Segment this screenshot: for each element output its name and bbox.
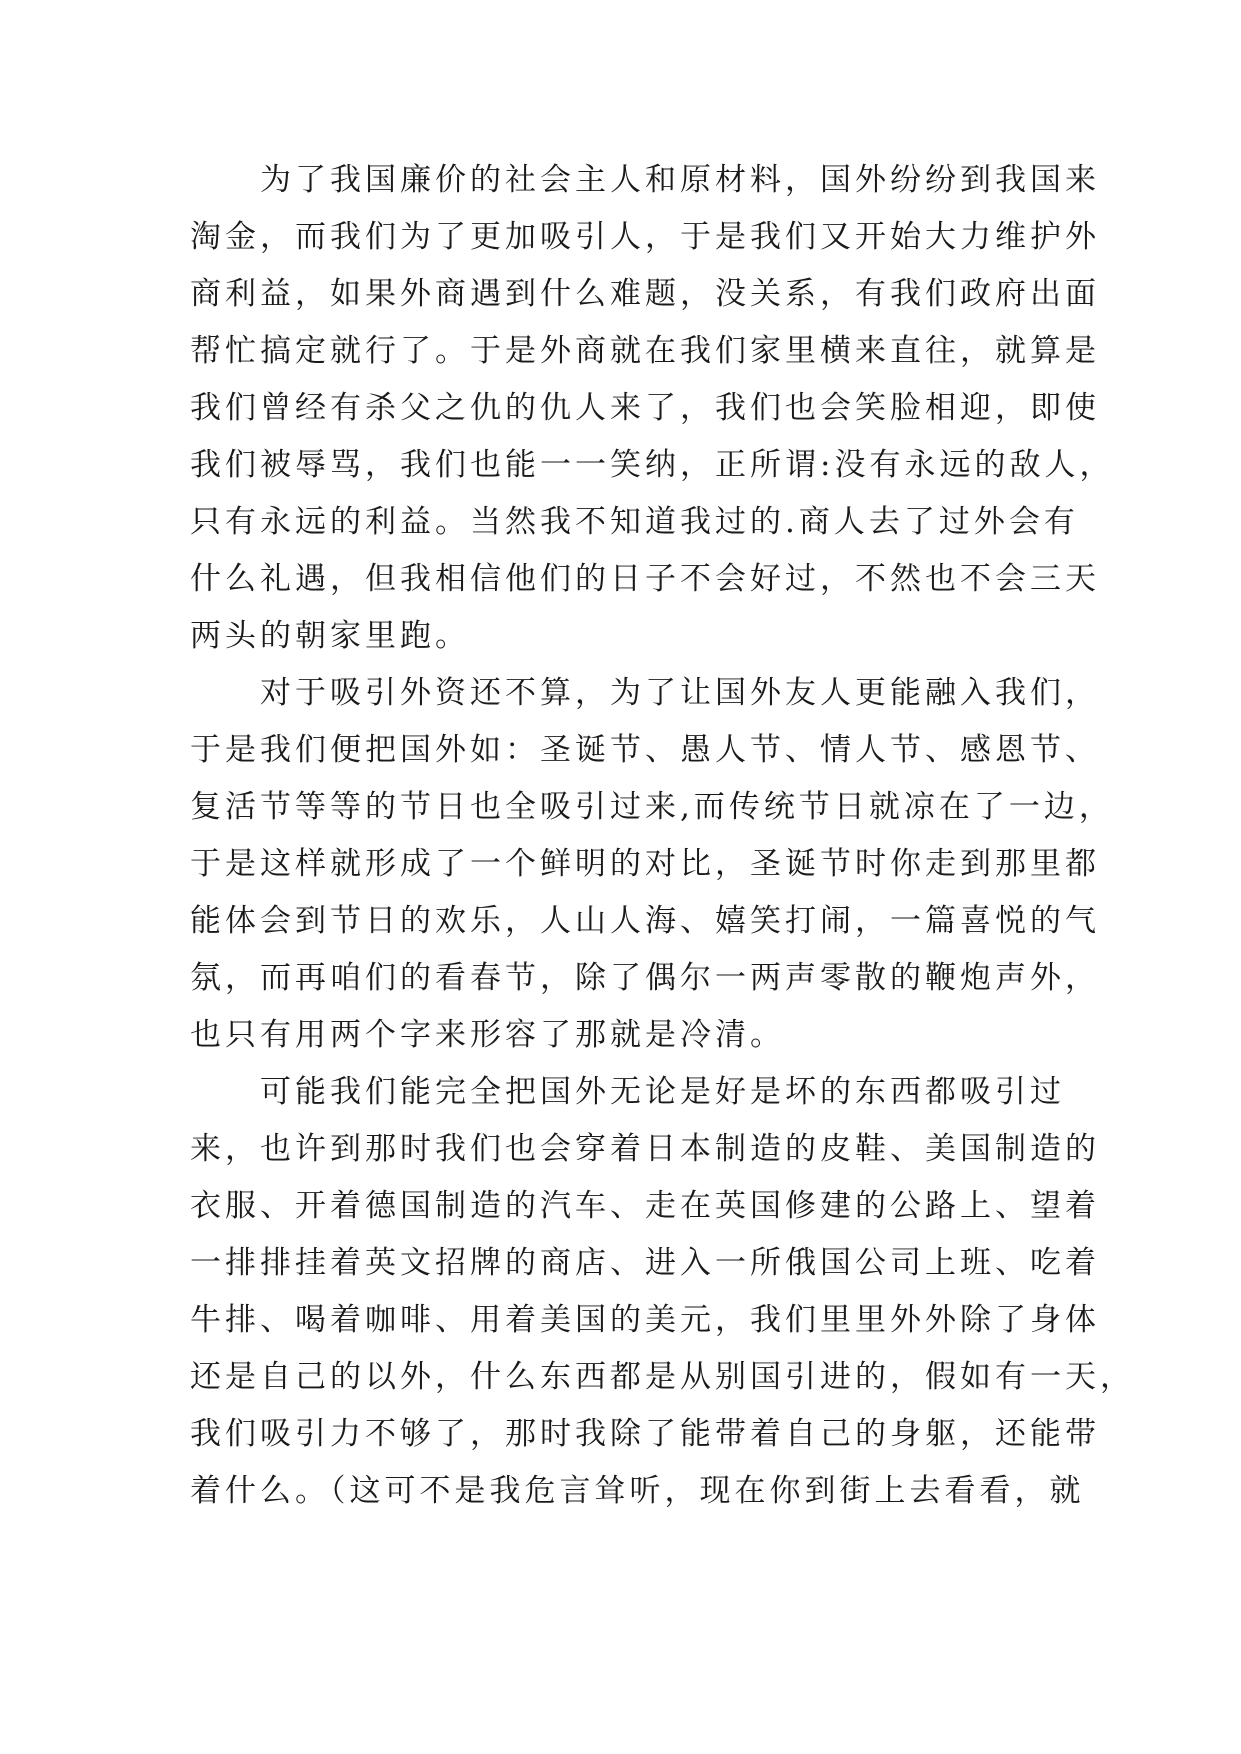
paragraph-1-line-8: 什么礼遇，但我相信他们的日子不会好过，不然也不会三天 (190, 561, 1100, 597)
paragraph-3-line-3: 衣服、开着德国制造的汽车、走在英国修建的公路上、望着 (190, 1188, 1100, 1224)
paragraph-1-line-6: 我们被辱骂，我们也能一一笑纳，正所谓:没有永远的敌人， (190, 447, 1115, 483)
paragraph-1-line-9: 两头的朝家里跑。 (190, 618, 470, 654)
paragraph-3-line-8: 着什么。（这可不是我危言耸听，现在你到街上去看看，就 (190, 1473, 1085, 1509)
paragraph-2-line-7: 也只有用两个字来形容了那就是冷清。 (190, 1017, 785, 1053)
paragraph-3-line-1: 可能我们能完全把国外无论是好是坏的东西都吸引过 (260, 1074, 1065, 1110)
paragraph-1-line-3: 商利益，如果外商遇到什么难题，没关系，有我们政府出面 (190, 276, 1100, 312)
paragraph-2-line-5: 能体会到节日的欢乐，人山人海、嬉笑打闹，一篇喜悦的气 (190, 903, 1100, 939)
paragraph-2-line-2: 于是我们便把国外如：圣诞节、愚人节、情人节、感恩节、 (190, 732, 1100, 768)
paragraph-3-line-7: 我们吸引力不够了，那时我除了能带着自己的身躯，还能带 (190, 1416, 1100, 1452)
paragraph-3-line-2: 来，也许到那时我们也会穿着日本制造的皮鞋、美国制造的 (190, 1131, 1100, 1167)
paragraph-3-line-4: 一排排挂着英文招牌的商店、进入一所俄国公司上班、吃着 (190, 1245, 1100, 1281)
paragraph-1-line-2: 淘金，而我们为了更加吸引人，于是我们又开始大力维护外 (190, 219, 1100, 255)
paragraph-1-line-4: 帮忙搞定就行了。于是外商就在我们家里横来直往，就算是 (190, 333, 1100, 369)
paragraph-2-line-1: 对于吸引外资还不算，为了让国外友人更能融入我们， (260, 675, 1100, 711)
paragraph-2-line-4: 于是这样就形成了一个鲜明的对比，圣诞节时你走到那里都 (190, 846, 1100, 882)
paragraph-3-line-5: 牛排、喝着咖啡、用着美国的美元，我们里里外外除了身体 (190, 1302, 1100, 1338)
paragraph-1-line-7: 只有永远的利益。当然我不知道我过的.商人去了过外会有 (190, 504, 1079, 540)
paragraph-1-line-1: 为了我国廉价的社会主人和原材料，国外纷纷到我国来 (260, 162, 1100, 198)
paragraph-2-line-3: 复活节等等的节日也全吸引过来,而传统节日就凉在了一边， (190, 789, 1114, 825)
paragraph-3-line-6: 还是自己的以外，什么东西都是从别国引进的，假如有一天， (190, 1359, 1135, 1395)
paragraph-2-line-6: 氛，而再咱们的看春节，除了偶尔一两声零散的鞭炮声外， (190, 960, 1100, 996)
paragraph-1-line-5: 我们曾经有杀父之仇的仇人来了，我们也会笑脸相迎，即使 (190, 390, 1100, 426)
